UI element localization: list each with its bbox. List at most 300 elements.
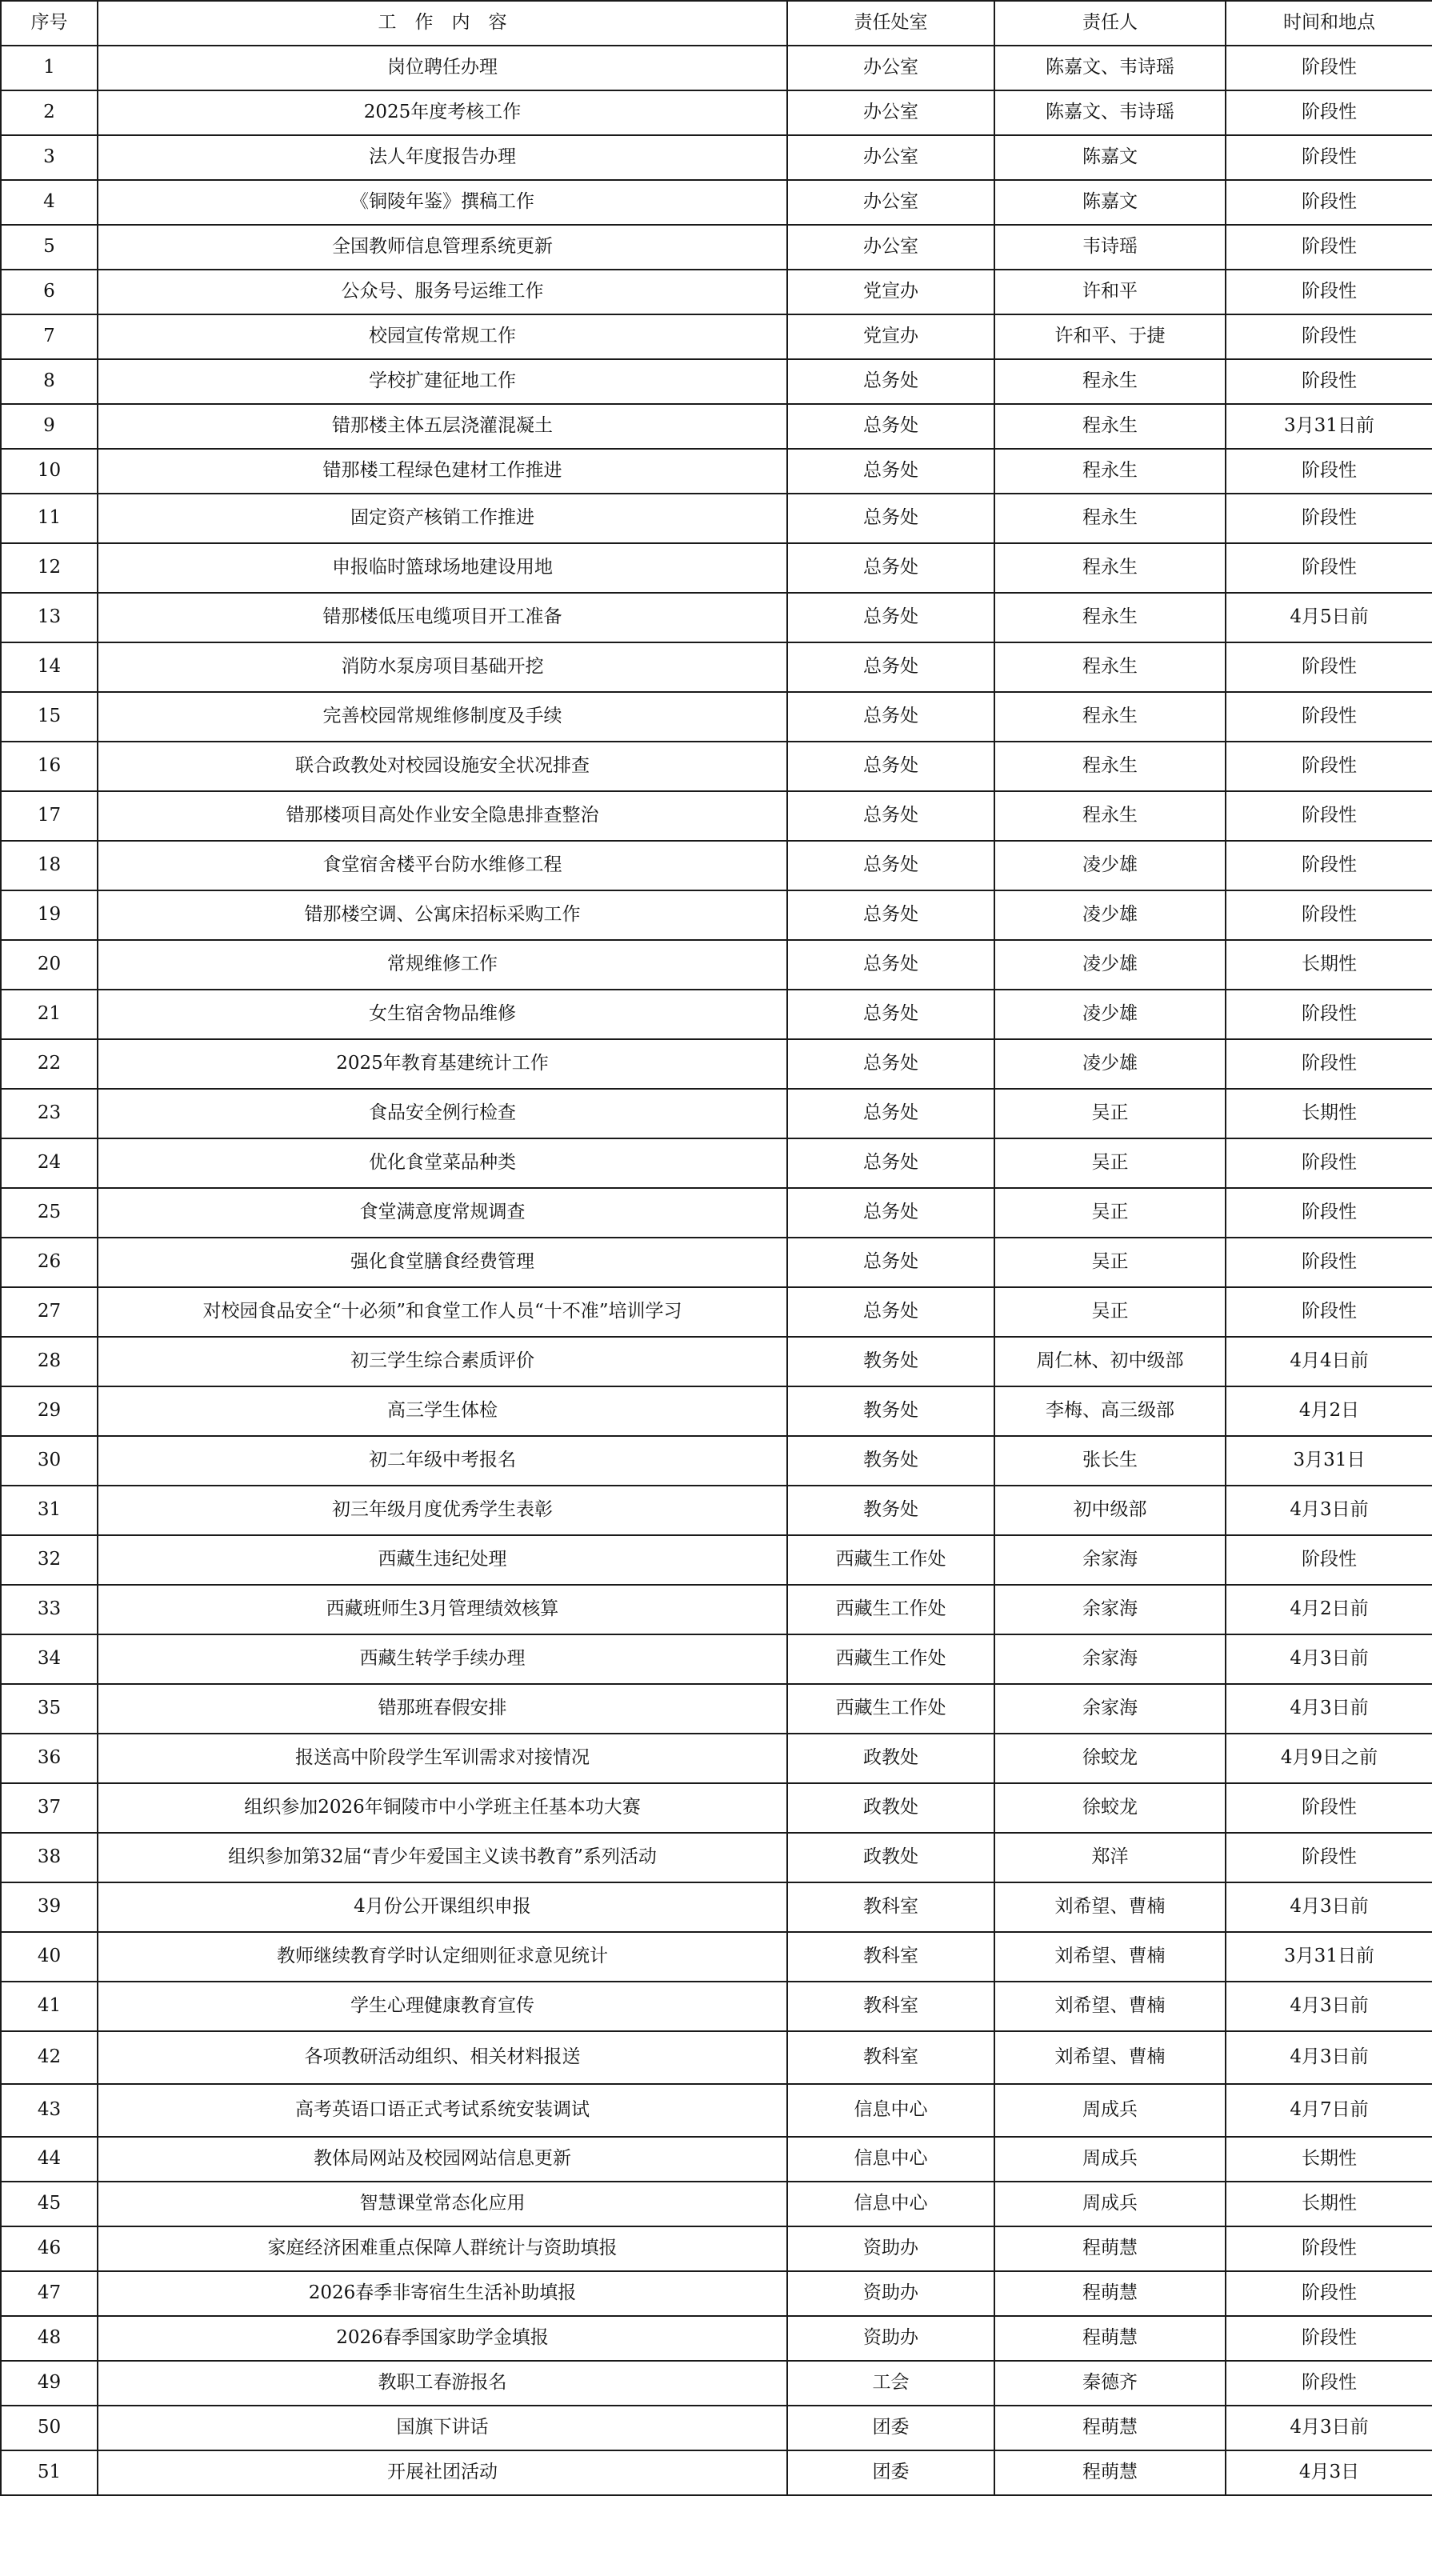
cell-time: 阶段性 — [1226, 449, 1432, 494]
cell-person: 张长生 — [994, 1436, 1226, 1486]
cell-department: 总务处 — [787, 940, 994, 990]
cell-person: 凌少雄 — [994, 990, 1226, 1039]
cell-index: 39 — [1, 1882, 98, 1932]
cell-person: 余家海 — [994, 1535, 1226, 1585]
table-row — [1, 90, 1432, 135]
cell-task: 高考英语口语正式考试系统安装调试 — [98, 2084, 787, 2137]
cell-index: 35 — [1, 1684, 98, 1734]
cell-person: 凌少雄 — [994, 890, 1226, 940]
table-row — [1, 2450, 1432, 2495]
table-row — [1, 1138, 1432, 1188]
cell-index: 43 — [1, 2084, 98, 2137]
cell-department: 党宣办 — [787, 270, 994, 314]
cell-time: 4月4日前 — [1226, 1337, 1432, 1386]
table-row — [1, 1535, 1432, 1585]
cell-time: 长期性 — [1226, 1089, 1432, 1138]
cell-person: 余家海 — [994, 1684, 1226, 1734]
table-row — [1, 270, 1432, 314]
cell-task: 学生心理健康教育宣传 — [98, 1982, 787, 2031]
cell-department: 办公室 — [787, 180, 994, 225]
cell-time: 阶段性 — [1226, 890, 1432, 940]
cell-department: 资助办 — [787, 2271, 994, 2316]
table-row — [1, 180, 1432, 225]
cell-time: 4月2日 — [1226, 1386, 1432, 1436]
cell-person: 凌少雄 — [994, 841, 1226, 890]
cell-department: 教科室 — [787, 1982, 994, 2031]
cell-person: 陈嘉文 — [994, 180, 1226, 225]
cell-person: 吴正 — [994, 1287, 1226, 1337]
table-row — [1, 1486, 1432, 1535]
cell-index: 40 — [1, 1932, 98, 1982]
cell-index: 42 — [1, 2031, 98, 2084]
cell-time: 4月3日前 — [1226, 2406, 1432, 2450]
header-index: 序号 — [1, 1, 98, 46]
cell-task: 完善校园常规维修制度及手续 — [98, 692, 787, 742]
cell-task: 校园宣传常规工作 — [98, 314, 787, 359]
cell-task: 各项教研活动组织、相关材料报送 — [98, 2031, 787, 2084]
cell-department: 办公室 — [787, 225, 994, 270]
cell-task: 2025年教育基建统计工作 — [98, 1039, 787, 1089]
cell-index: 22 — [1, 1039, 98, 1089]
cell-task: 2026春季国家助学金填报 — [98, 2316, 787, 2361]
cell-index: 48 — [1, 2316, 98, 2361]
cell-time: 阶段性 — [1226, 543, 1432, 593]
cell-time: 4月3日前 — [1226, 1634, 1432, 1684]
cell-person: 程萌慧 — [994, 2450, 1226, 2495]
cell-task: 西藏生违纪处理 — [98, 1535, 787, 1585]
cell-task: 初二年级中考报名 — [98, 1436, 787, 1486]
cell-task: 智慧课堂常态化应用 — [98, 2182, 787, 2226]
cell-department: 总务处 — [787, 692, 994, 742]
cell-person: 程永生 — [994, 791, 1226, 841]
cell-person: 程永生 — [994, 359, 1226, 404]
cell-person: 程萌慧 — [994, 2406, 1226, 2450]
cell-department: 政教处 — [787, 1833, 994, 1882]
cell-person: 徐蛟龙 — [994, 1783, 1226, 1833]
cell-time: 阶段性 — [1226, 990, 1432, 1039]
cell-department: 总务处 — [787, 1188, 994, 1238]
table-row — [1, 1783, 1432, 1833]
table-row — [1, 1634, 1432, 1684]
cell-index: 49 — [1, 2361, 98, 2406]
table-row — [1, 1238, 1432, 1287]
cell-person: 徐蛟龙 — [994, 1734, 1226, 1783]
table-row — [1, 1684, 1432, 1734]
cell-person: 周成兵 — [994, 2182, 1226, 2226]
cell-person: 周仁林、初中级部 — [994, 1337, 1226, 1386]
cell-index: 38 — [1, 1833, 98, 1882]
cell-department: 总务处 — [787, 642, 994, 692]
cell-index: 10 — [1, 449, 98, 494]
table-row — [1, 359, 1432, 404]
header-time-place: 时间和地点 — [1226, 1, 1432, 46]
cell-person: 余家海 — [994, 1634, 1226, 1684]
table-row — [1, 2084, 1432, 2137]
cell-index: 6 — [1, 270, 98, 314]
table-row — [1, 1734, 1432, 1783]
cell-person: 许和平 — [994, 270, 1226, 314]
table-row — [1, 1337, 1432, 1386]
table-row — [1, 2137, 1432, 2182]
cell-department: 团委 — [787, 2406, 994, 2450]
cell-department: 信息中心 — [787, 2084, 994, 2137]
cell-time: 阶段性 — [1226, 2226, 1432, 2271]
cell-index: 23 — [1, 1089, 98, 1138]
cell-person: 程永生 — [994, 692, 1226, 742]
table-row — [1, 46, 1432, 90]
table-row — [1, 841, 1432, 890]
cell-person: 程永生 — [994, 543, 1226, 593]
cell-task: 教体局网站及校园网站信息更新 — [98, 2137, 787, 2182]
cell-task: 错那楼空调、公寓床招标采购工作 — [98, 890, 787, 940]
cell-index: 26 — [1, 1238, 98, 1287]
table-row — [1, 135, 1432, 180]
cell-person: 程永生 — [994, 494, 1226, 543]
cell-index: 16 — [1, 742, 98, 791]
cell-time: 阶段性 — [1226, 1783, 1432, 1833]
cell-department: 政教处 — [787, 1734, 994, 1783]
cell-index: 33 — [1, 1585, 98, 1634]
cell-person: 初中级部 — [994, 1486, 1226, 1535]
cell-department: 教务处 — [787, 1486, 994, 1535]
table-row — [1, 1287, 1432, 1337]
cell-department: 总务处 — [787, 841, 994, 890]
cell-person: 许和平、于捷 — [994, 314, 1226, 359]
cell-person: 周成兵 — [994, 2084, 1226, 2137]
cell-task: 开展社团活动 — [98, 2450, 787, 2495]
cell-time: 阶段性 — [1226, 642, 1432, 692]
cell-task: 消防水泵房项目基础开挖 — [98, 642, 787, 692]
cell-task: 申报临时篮球场地建设用地 — [98, 543, 787, 593]
cell-index: 24 — [1, 1138, 98, 1188]
cell-task: 组织参加第32届“青少年爱国主义读书教育”系列活动 — [98, 1833, 787, 1882]
table-body — [1, 46, 1432, 2495]
cell-time: 阶段性 — [1226, 359, 1432, 404]
cell-time: 阶段性 — [1226, 2361, 1432, 2406]
cell-department: 总务处 — [787, 1238, 994, 1287]
cell-task: 报送高中阶段学生军训需求对接情况 — [98, 1734, 787, 1783]
cell-department: 教务处 — [787, 1386, 994, 1436]
cell-index: 34 — [1, 1634, 98, 1684]
cell-department: 工会 — [787, 2361, 994, 2406]
header-task: 工 作 内 容 — [98, 1, 787, 46]
cell-time: 阶段性 — [1226, 1833, 1432, 1882]
cell-index: 29 — [1, 1386, 98, 1436]
cell-task: 法人年度报告办理 — [98, 135, 787, 180]
cell-department: 资助办 — [787, 2226, 994, 2271]
cell-index: 46 — [1, 2226, 98, 2271]
cell-index: 32 — [1, 1535, 98, 1585]
cell-task: 4月份公开课组织申报 — [98, 1882, 787, 1932]
cell-time: 阶段性 — [1226, 1287, 1432, 1337]
cell-time: 4月3日前 — [1226, 1882, 1432, 1932]
cell-task: 错那楼工程绿色建材工作推进 — [98, 449, 787, 494]
table-row — [1, 543, 1432, 593]
cell-department: 总务处 — [787, 990, 994, 1039]
cell-index: 17 — [1, 791, 98, 841]
cell-time: 阶段性 — [1226, 1039, 1432, 1089]
table-row — [1, 593, 1432, 642]
cell-person: 程永生 — [994, 404, 1226, 449]
cell-time: 阶段性 — [1226, 270, 1432, 314]
cell-index: 41 — [1, 1982, 98, 2031]
cell-department: 西藏生工作处 — [787, 1634, 994, 1684]
cell-task: 2025年度考核工作 — [98, 90, 787, 135]
cell-department: 总务处 — [787, 449, 994, 494]
cell-task: 错那楼主体五层浇灌混凝土 — [98, 404, 787, 449]
cell-task: 初三学生综合素质评价 — [98, 1337, 787, 1386]
cell-time: 阶段性 — [1226, 841, 1432, 890]
cell-department: 西藏生工作处 — [787, 1585, 994, 1634]
cell-time: 阶段性 — [1226, 1238, 1432, 1287]
cell-task: 家庭经济困难重点保障人群统计与资助填报 — [98, 2226, 787, 2271]
cell-time: 阶段性 — [1226, 314, 1432, 359]
cell-department: 团委 — [787, 2450, 994, 2495]
table-row — [1, 449, 1432, 494]
cell-index: 11 — [1, 494, 98, 543]
cell-department: 总务处 — [787, 742, 994, 791]
cell-time: 阶段性 — [1226, 1188, 1432, 1238]
cell-department: 总务处 — [787, 359, 994, 404]
cell-time: 4月2日前 — [1226, 1585, 1432, 1634]
cell-task: 学校扩建征地工作 — [98, 359, 787, 404]
cell-person: 吴正 — [994, 1138, 1226, 1188]
cell-time: 阶段性 — [1226, 791, 1432, 841]
cell-index: 27 — [1, 1287, 98, 1337]
cell-index: 19 — [1, 890, 98, 940]
cell-task: 2026春季非寄宿生生活补助填报 — [98, 2271, 787, 2316]
header-row — [1, 1, 1432, 46]
cell-index: 30 — [1, 1436, 98, 1486]
cell-index: 44 — [1, 2137, 98, 2182]
table-row — [1, 1882, 1432, 1932]
table-row — [1, 2406, 1432, 2450]
table-row — [1, 2271, 1432, 2316]
cell-time: 4月5日前 — [1226, 593, 1432, 642]
cell-index: 25 — [1, 1188, 98, 1238]
cell-time: 长期性 — [1226, 2137, 1432, 2182]
cell-person: 刘希望、曹楠 — [994, 1982, 1226, 2031]
cell-task: 错那楼低压电缆项目开工准备 — [98, 593, 787, 642]
cell-department: 资助办 — [787, 2316, 994, 2361]
cell-department: 教务处 — [787, 1337, 994, 1386]
cell-time: 阶段性 — [1226, 225, 1432, 270]
cell-department: 西藏生工作处 — [787, 1684, 994, 1734]
cell-person: 吴正 — [994, 1188, 1226, 1238]
cell-time: 4月3日前 — [1226, 2031, 1432, 2084]
cell-index: 8 — [1, 359, 98, 404]
cell-department: 教科室 — [787, 2031, 994, 2084]
cell-task: 西藏生转学手续办理 — [98, 1634, 787, 1684]
cell-index: 9 — [1, 404, 98, 449]
cell-person: 程永生 — [994, 593, 1226, 642]
cell-person: 吴正 — [994, 1089, 1226, 1138]
table-row — [1, 1436, 1432, 1486]
cell-time: 阶段性 — [1226, 742, 1432, 791]
cell-person: 韦诗瑶 — [994, 225, 1226, 270]
table-row — [1, 1833, 1432, 1882]
cell-time: 阶段性 — [1226, 2271, 1432, 2316]
cell-time: 阶段性 — [1226, 494, 1432, 543]
header-person: 责任人 — [994, 1, 1226, 46]
table-row — [1, 1932, 1432, 1982]
cell-person: 陈嘉文、韦诗瑶 — [994, 46, 1226, 90]
cell-task: 对校园食品安全“十必须”和食堂工作人员“十不准”培训学习 — [98, 1287, 787, 1337]
cell-index: 15 — [1, 692, 98, 742]
cell-person: 陈嘉文、韦诗瑶 — [994, 90, 1226, 135]
cell-department: 总务处 — [787, 1089, 994, 1138]
cell-department: 总务处 — [787, 404, 994, 449]
cell-index: 51 — [1, 2450, 98, 2495]
cell-index: 3 — [1, 135, 98, 180]
table-row — [1, 642, 1432, 692]
cell-task: 强化食堂膳食经费管理 — [98, 1238, 787, 1287]
cell-index: 20 — [1, 940, 98, 990]
cell-person: 凌少雄 — [994, 940, 1226, 990]
cell-department: 办公室 — [787, 135, 994, 180]
cell-time: 阶段性 — [1226, 1535, 1432, 1585]
table-row — [1, 742, 1432, 791]
cell-department: 信息中心 — [787, 2182, 994, 2226]
table-row — [1, 940, 1432, 990]
cell-task: 固定资产核销工作推进 — [98, 494, 787, 543]
cell-index: 1 — [1, 46, 98, 90]
cell-department: 总务处 — [787, 543, 994, 593]
cell-department: 总务处 — [787, 593, 994, 642]
cell-task: 组织参加2026年铜陵市中小学班主任基本功大赛 — [98, 1783, 787, 1833]
cell-department: 政教处 — [787, 1783, 994, 1833]
cell-person: 吴正 — [994, 1238, 1226, 1287]
cell-time: 阶段性 — [1226, 2316, 1432, 2361]
cell-person: 程永生 — [994, 449, 1226, 494]
cell-task: 错那班春假安排 — [98, 1684, 787, 1734]
cell-department: 教科室 — [787, 1882, 994, 1932]
cell-index: 4 — [1, 180, 98, 225]
table-row — [1, 1089, 1432, 1138]
cell-task: 《铜陵年鉴》撰稿工作 — [98, 180, 787, 225]
cell-person: 程永生 — [994, 642, 1226, 692]
cell-person: 程萌慧 — [994, 2226, 1226, 2271]
table-row — [1, 314, 1432, 359]
cell-index: 2 — [1, 90, 98, 135]
cell-index: 45 — [1, 2182, 98, 2226]
cell-index: 50 — [1, 2406, 98, 2450]
cell-time: 阶段性 — [1226, 90, 1432, 135]
cell-time: 4月9日之前 — [1226, 1734, 1432, 1783]
cell-person: 李梅、高三级部 — [994, 1386, 1226, 1436]
cell-time: 3月31日前 — [1226, 404, 1432, 449]
table-row — [1, 2031, 1432, 2084]
cell-task: 食堂满意度常规调查 — [98, 1188, 787, 1238]
cell-time: 长期性 — [1226, 2182, 1432, 2226]
cell-index: 7 — [1, 314, 98, 359]
table-row — [1, 990, 1432, 1039]
cell-task: 教师继续教育学时认定细则征求意见统计 — [98, 1932, 787, 1982]
cell-task: 食堂宿舍楼平台防水维修工程 — [98, 841, 787, 890]
cell-department: 总务处 — [787, 890, 994, 940]
cell-task: 初三年级月度优秀学生表彰 — [98, 1486, 787, 1535]
cell-task: 联合政教处对校园设施安全状况排查 — [98, 742, 787, 791]
cell-time: 4月3日 — [1226, 2450, 1432, 2495]
header-department: 责任处室 — [787, 1, 994, 46]
cell-index: 36 — [1, 1734, 98, 1783]
cell-time: 4月3日前 — [1226, 1684, 1432, 1734]
cell-index: 13 — [1, 593, 98, 642]
cell-person: 程萌慧 — [994, 2316, 1226, 2361]
table-row — [1, 2361, 1432, 2406]
cell-task: 全国教师信息管理系统更新 — [98, 225, 787, 270]
cell-index: 21 — [1, 990, 98, 1039]
cell-task: 教职工春游报名 — [98, 2361, 787, 2406]
cell-person: 刘希望、曹楠 — [994, 1882, 1226, 1932]
cell-task: 错那楼项目高处作业安全隐患排查整治 — [98, 791, 787, 841]
cell-index: 14 — [1, 642, 98, 692]
cell-department: 办公室 — [787, 46, 994, 90]
cell-department: 西藏生工作处 — [787, 1535, 994, 1585]
cell-department: 总务处 — [787, 791, 994, 841]
table-row — [1, 890, 1432, 940]
cell-person: 程永生 — [994, 742, 1226, 791]
cell-time: 4月3日前 — [1226, 1982, 1432, 2031]
cell-time: 4月3日前 — [1226, 1486, 1432, 1535]
cell-task: 女生宿舍物品维修 — [98, 990, 787, 1039]
cell-time: 长期性 — [1226, 940, 1432, 990]
table-row — [1, 791, 1432, 841]
cell-index: 18 — [1, 841, 98, 890]
cell-department: 总务处 — [787, 1138, 994, 1188]
table-row — [1, 1386, 1432, 1436]
cell-time: 3月31日前 — [1226, 1932, 1432, 1982]
cell-person: 凌少雄 — [994, 1039, 1226, 1089]
cell-time: 阶段性 — [1226, 46, 1432, 90]
cell-task: 岗位聘任办理 — [98, 46, 787, 90]
table-row — [1, 1188, 1432, 1238]
cell-index: 28 — [1, 1337, 98, 1386]
cell-person: 秦德齐 — [994, 2361, 1226, 2406]
cell-time: 4月7日前 — [1226, 2084, 1432, 2137]
cell-time: 阶段性 — [1226, 1138, 1432, 1188]
cell-task: 常规维修工作 — [98, 940, 787, 990]
cell-person: 刘希望、曹楠 — [994, 2031, 1226, 2084]
cell-department: 总务处 — [787, 494, 994, 543]
cell-time: 阶段性 — [1226, 692, 1432, 742]
table-row — [1, 1982, 1432, 2031]
cell-index: 47 — [1, 2271, 98, 2316]
cell-department: 信息中心 — [787, 2137, 994, 2182]
cell-department: 总务处 — [787, 1287, 994, 1337]
cell-task: 优化食堂菜品种类 — [98, 1138, 787, 1188]
table-row — [1, 692, 1432, 742]
table-row — [1, 2316, 1432, 2361]
cell-task: 公众号、服务号运维工作 — [98, 270, 787, 314]
table-row — [1, 225, 1432, 270]
table-row — [1, 2182, 1432, 2226]
cell-person: 陈嘉文 — [994, 135, 1226, 180]
cell-task: 国旗下讲话 — [98, 2406, 787, 2450]
cell-time: 阶段性 — [1226, 180, 1432, 225]
cell-index: 37 — [1, 1783, 98, 1833]
cell-person: 郑洋 — [994, 1833, 1226, 1882]
cell-person: 周成兵 — [994, 2137, 1226, 2182]
cell-task: 食品安全例行检查 — [98, 1089, 787, 1138]
cell-department: 总务处 — [787, 1039, 994, 1089]
table-row — [1, 404, 1432, 449]
cell-department: 教科室 — [787, 1932, 994, 1982]
cell-index: 5 — [1, 225, 98, 270]
table-row — [1, 1585, 1432, 1634]
cell-task: 高三学生体检 — [98, 1386, 787, 1436]
table-row — [1, 2226, 1432, 2271]
